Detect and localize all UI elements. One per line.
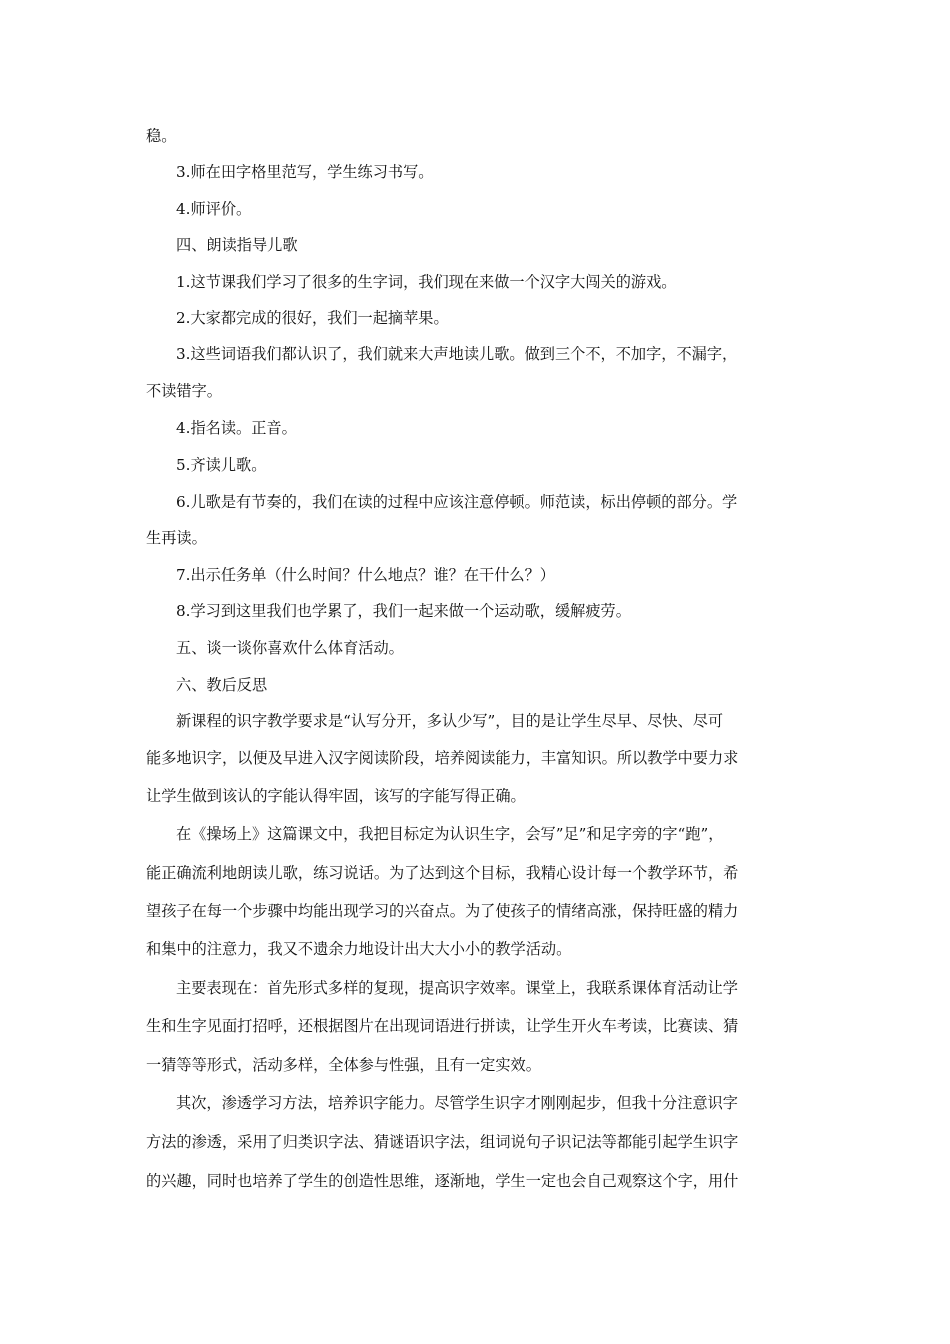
text-line: 和集中的注意力，我又不遗余力地设计出大大小小的教学活动。 (146, 940, 572, 958)
text-line: 7.出示任务单（什么时间？什么地点？谁？在干什么？） (176, 566, 555, 584)
text-line: 不读错字。 (146, 382, 222, 400)
text-line: 让学生做到该认的字能认得牢固，该写的字能写得正确。 (146, 787, 526, 805)
text-line: 新课程的识字教学要求是“认写分开，多认少写”，目的是让学生尽早、尽快、尽可 (176, 712, 724, 730)
text-line: 4.师评价。 (176, 200, 252, 218)
text-line: 其次，渗透学习方法，培养识字能力。尽管学生识字才刚刚起步，但我十分注意识字 (176, 1094, 738, 1112)
text-line: 能正确流利地朗读儿歌，练习说话。为了达到这个目标，我精心设计每一个教学环节，希 (146, 864, 739, 882)
text-line: 6.儿歌是有节奏的，我们在读的过程中应该注意停顿。师范读，标出停顿的部分。学 (176, 493, 738, 511)
text-line: 1.这节课我们学习了很多的生字词，我们现在来做一个汉字大闯关的游戏。 (176, 273, 677, 291)
text-line: 方法的渗透，采用了归类识字法、猜谜语识字法，组词说句子识记法等都能引起学生识字 (146, 1133, 739, 1151)
text-line: 的兴趣，同时也培养了学生的创造性思维，逐渐地，学生一定也会自己观察这个字，用什 (146, 1172, 739, 1190)
text-line: 2.大家都完成的很好，我们一起摘苹果。 (176, 309, 449, 327)
text-line: 生再读。 (146, 529, 207, 547)
text-line: 4.指名读。正音。 (176, 419, 297, 437)
section-heading: 六、教后反思 (176, 676, 268, 694)
text-line: 3.师在田字格里范写，学生练习书写。 (176, 163, 434, 181)
text-line: 生和生字见面打招呼，还根据图片在出现词语进行拼读，让学生开火车考读，比赛读、猜 (146, 1017, 739, 1035)
text-line: 一猜等等形式，活动多样，全体参与性强，且有一定实效。 (146, 1056, 541, 1074)
text-line: 能多地识字，以便及早进入汉字阅读阶段，培养阅读能力，丰富知识。所以教学中要力求 (146, 749, 739, 767)
text-line: 望孩子在每一个步骤中均能出现学习的兴奋点。为了使孩子的情绪高涨，保持旺盛的精力 (146, 902, 739, 920)
text-line: 3.这些词语我们都认识了，我们就来大声地读儿歌。做到三个不，不加字，不漏字， (176, 345, 738, 363)
text-line: 在《操场上》这篇课文中，我把目标定为认识生字，会写”足”和足字旁的字“跑”， (176, 825, 724, 843)
section-heading: 四、朗读指导儿歌 (176, 236, 298, 254)
text-line: 5.齐读儿歌。 (176, 456, 267, 474)
text-line: 8.学习到这里我们也学累了，我们一起来做一个运动歌，缓解疲劳。 (176, 602, 631, 620)
text-line: 主要表现在：首先形式多样的复现，提高识字效率。课堂上，我联系课体育活动让学 (176, 979, 738, 997)
section-heading: 五、谈一谈你喜欢什么体育活动。 (176, 639, 404, 657)
text-line: 稳。 (146, 127, 177, 145)
